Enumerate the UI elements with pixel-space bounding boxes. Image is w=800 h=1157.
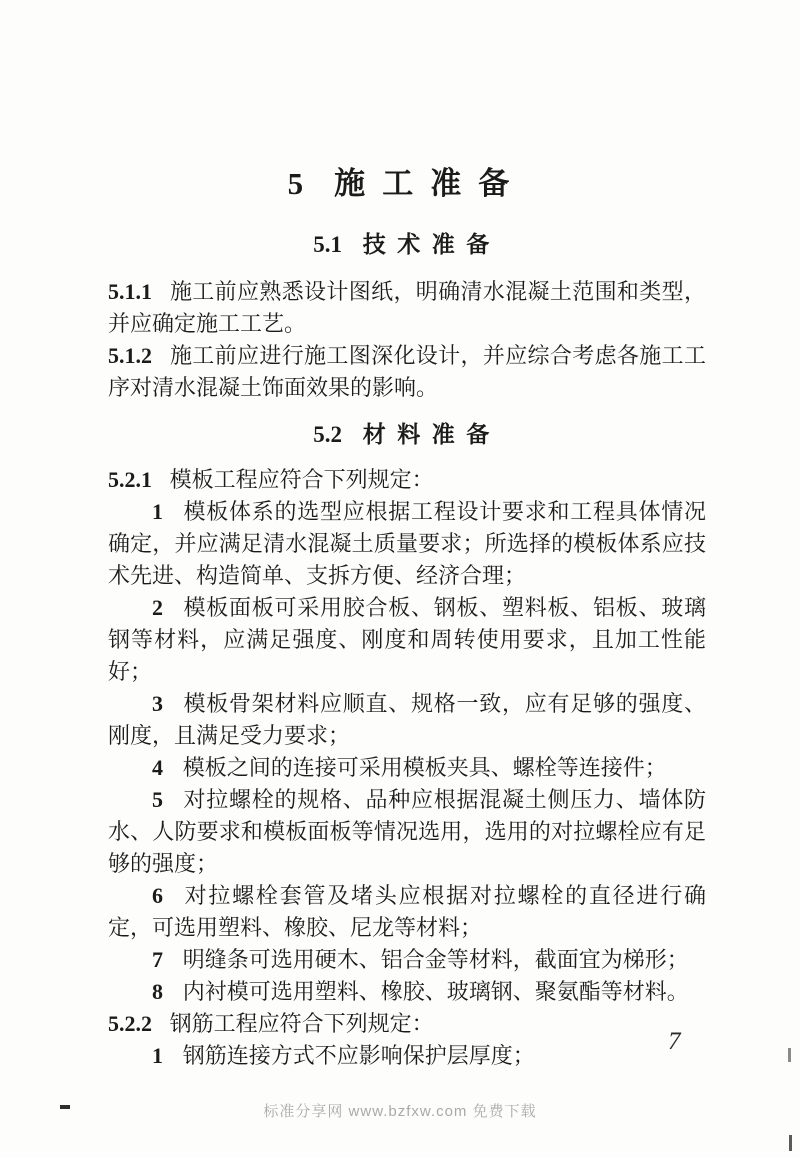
clause-label: 5.2.1 bbox=[108, 467, 152, 492]
page-content bbox=[108, 0, 706, 1072]
item-number: 3 bbox=[152, 691, 163, 716]
item-number: 6 bbox=[152, 883, 163, 908]
clause-text: 施工前应进行施工图深化设计，并应综合考虑各施工工序对清水混凝土饰面效果的影响。 bbox=[108, 343, 706, 400]
watermark-text: 标准分享网 www.bzfxw.com 免费下载 bbox=[263, 1103, 537, 1120]
item-number: 4 bbox=[152, 755, 163, 780]
item-text: 对拉螺栓套管及堵头应根据对拉螺栓的直径进行确定，可选用塑料、橡胶、尼龙等材料； bbox=[108, 883, 706, 940]
section-heading-5-2 bbox=[108, 422, 706, 448]
clause-text: 钢筋工程应符合下列规定： bbox=[169, 1011, 434, 1036]
item-text: 模板骨架材料应顺直、规格一致，应有足够的强度、刚度，且满足受力要求； bbox=[108, 691, 706, 748]
list-item-3 bbox=[108, 688, 706, 752]
scan-artifact-speck-top bbox=[788, 1048, 791, 1062]
list-item-4 bbox=[108, 752, 706, 784]
section-number: 5.2 bbox=[313, 422, 343, 447]
list-item-6 bbox=[108, 880, 706, 944]
scan-artifact-dash bbox=[60, 1105, 70, 1109]
clause-text: 模板工程应符合下列规定： bbox=[169, 467, 434, 492]
item-text: 模板面板可采用胶合板、钢板、塑料板、铝板、玻璃钢等材料，应满足强度、刚度和周转使用要求，且加工性能好； bbox=[108, 595, 706, 684]
list-item-1 bbox=[108, 496, 706, 592]
section-title-text: 技术准备 bbox=[362, 232, 501, 257]
chapter-number: 5 bbox=[287, 166, 304, 201]
section-number: 5.1 bbox=[313, 232, 343, 257]
item-text: 钢筋连接方式不应影响保护层厚度； bbox=[182, 1043, 535, 1068]
page-number: 7 bbox=[668, 1028, 681, 1055]
list-item-8 bbox=[108, 976, 706, 1008]
item-text: 对拉螺栓的规格、品种应根据混凝土侧压力、墙体防水、人防要求和模板面板等情况选用，选用的对拉螺栓应有足够的强度； bbox=[108, 787, 706, 876]
clause-5-2-1 bbox=[108, 464, 706, 496]
clause-5-2-2 bbox=[108, 1008, 706, 1040]
clause-label: 5.1.2 bbox=[108, 343, 152, 368]
clause-label: 5.1.1 bbox=[108, 279, 152, 304]
list-item-5 bbox=[108, 784, 706, 880]
list-item-7 bbox=[108, 944, 706, 976]
item-number: 8 bbox=[152, 979, 163, 1004]
section-heading-5-1 bbox=[108, 232, 706, 258]
chapter-title-text: 施工准备 bbox=[334, 166, 527, 201]
item-number: 5 bbox=[152, 787, 163, 812]
item-text: 内衬模可选用塑料、橡胶、玻璃钢、聚氨酯等材料。 bbox=[182, 979, 689, 1004]
chapter-title bbox=[108, 163, 706, 205]
item-text: 模板体系的选型应根据工程设计要求和工程具体情况确定，并应满足清水混凝土质量要求；所选择的模板体系应技术先进、构造简单、支拆方便、经济合理； bbox=[108, 499, 706, 588]
section-title-text: 材料准备 bbox=[362, 422, 501, 447]
item-number: 1 bbox=[152, 1043, 163, 1068]
item-number: 1 bbox=[152, 499, 163, 524]
clause-label: 5.2.2 bbox=[108, 1011, 152, 1036]
list-item-1b bbox=[108, 1040, 706, 1072]
item-number: 2 bbox=[152, 595, 163, 620]
item-text: 明缝条可选用硬木、铝合金等材料，截面宜为梯形； bbox=[182, 947, 689, 972]
item-number: 7 bbox=[152, 947, 163, 972]
clause-5-1-1 bbox=[108, 276, 706, 340]
item-text: 模板之间的连接可采用模板夹具、螺栓等连接件； bbox=[182, 755, 667, 780]
clause-5-1-2 bbox=[108, 340, 706, 404]
scan-artifact-speck-bottom bbox=[789, 1135, 792, 1151]
clause-text: 施工前应熟悉设计图纸，明确清水混凝土范围和类型，并应确定施工工艺。 bbox=[108, 279, 706, 336]
list-item-2 bbox=[108, 592, 706, 688]
